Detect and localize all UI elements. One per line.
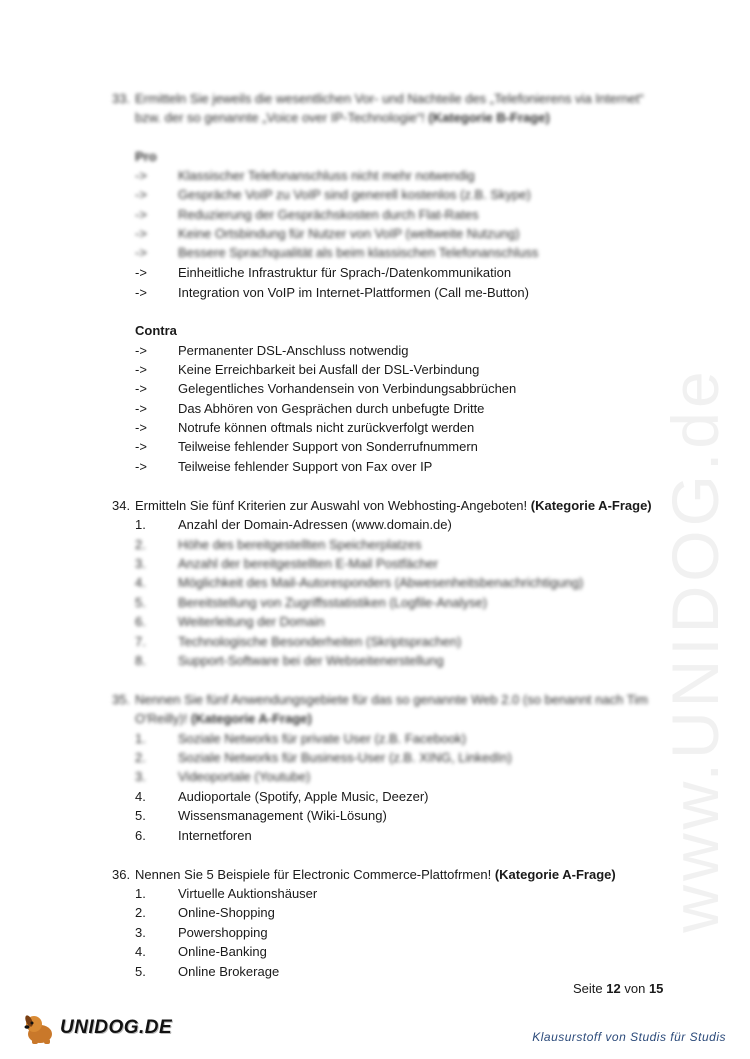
contra-item: Notrufe können oftmals nicht zurückverfolgt werden — [178, 420, 475, 435]
question-number: 34. — [112, 498, 131, 513]
list-item: Online Brokerage — [178, 964, 280, 979]
list-item: Möglichkeit des Mail-Autoresponders (Abwesenheitsbenachrichtigung) — [178, 575, 584, 590]
list-number: 3. — [135, 925, 146, 940]
arrow-marker: -> — [135, 226, 147, 241]
list-item: Bereitstellung von Zugriffsstatistiken (Logfile-Analyse) — [178, 595, 488, 610]
question-text: Ermitteln Sie fünf Kriterien zur Auswahl von Webhosting-Angeboten! (Kategorie A-Frage) — [135, 498, 652, 513]
contra-item: Permanenter DSL-Anschluss notwendig — [178, 343, 409, 358]
list-number: 1. — [135, 731, 146, 746]
list-item: Anzahl der bereitgestellten E-Mail Postfächer — [178, 556, 439, 571]
question-number: 33. — [112, 91, 131, 106]
arrow-marker: -> — [135, 381, 147, 396]
question-text: O'Reilly)! (Kategorie A-Frage) — [135, 711, 312, 726]
contra-heading: Contra — [135, 323, 177, 338]
list-number: 1. — [135, 886, 146, 901]
question-text: Ermitteln Sie jeweils die wesentlichen Vor- und Nachteile des „Telefonierens via Internet“ — [135, 91, 644, 106]
list-item: Videoportale (Youtube) — [178, 769, 311, 784]
list-number: 6. — [135, 828, 146, 843]
list-number: 6. — [135, 614, 146, 629]
arrow-marker: -> — [135, 420, 147, 435]
list-item: Online-Shopping — [178, 905, 275, 920]
list-number: 3. — [135, 556, 146, 571]
question-number: 36. — [112, 867, 131, 882]
list-item: Wissensmanagement (Wiki-Lösung) — [178, 808, 387, 823]
page-number: Seite 12 von 15 — [573, 981, 664, 996]
list-item: Virtuelle Auktionshäuser — [178, 886, 318, 901]
question-number: 35. — [112, 692, 131, 707]
slogan: Klausurstoff von Studis für Studis — [532, 1030, 726, 1044]
list-number: 4. — [135, 789, 146, 804]
question-text: bzw. der so genannte „Voice over IP-Technologie“! (Kategorie B-Frage) — [135, 110, 550, 125]
arrow-marker: -> — [135, 285, 147, 300]
list-item: Technologische Besonderheiten (Skriptsprachen) — [178, 634, 462, 649]
list-item: Soziale Networks für private User (z.B. Facebook) — [178, 731, 467, 746]
unidog-logo — [22, 1012, 173, 1046]
list-item: Höhe des bereitgestellten Speicherplatzes — [178, 537, 422, 552]
list-number: 3. — [135, 769, 146, 784]
arrow-marker: -> — [135, 343, 147, 358]
contra-item: Keine Erreichbarkeit bei Ausfall der DSL-Verbindung — [178, 362, 480, 377]
list-item: Audioportale (Spotify, Apple Music, Deezer) — [178, 789, 429, 804]
arrow-marker: -> — [135, 401, 147, 416]
contra-item: Das Abhören von Gesprächen durch unbefugte Dritte — [178, 401, 485, 416]
contra-item: Teilweise fehlender Support von Sonderrufnummern — [178, 439, 478, 454]
contra-item: Gelegentliches Vorhandensein von Verbindungsabbrüchen — [178, 381, 517, 396]
list-number: 2. — [135, 750, 146, 765]
list-number: 2. — [135, 537, 146, 552]
list-item: Weiterleitung der Domain — [178, 614, 325, 629]
pro-item: Reduzierung der Gesprächskosten durch Flat-Rates — [178, 207, 479, 222]
pro-item: Klassischer Telefonanschluss nicht mehr notwendig — [178, 168, 475, 183]
contra-item: Teilweise fehlender Support von Fax over IP — [178, 459, 433, 474]
pro-item: Einheitliche Infrastruktur für Sprach-/Datenkommunikation — [178, 265, 512, 280]
arrow-marker: -> — [135, 459, 147, 474]
arrow-marker: -> — [135, 362, 147, 377]
list-number: 5. — [135, 808, 146, 823]
question-text: Nennen Sie fünf Anwendungsgebiete für das so genannte Web 2.0 (so benannt nach Tim — [135, 692, 648, 707]
list-item: Online-Banking — [178, 944, 267, 959]
arrow-marker: -> — [135, 168, 147, 183]
arrow-marker: -> — [135, 245, 147, 260]
list-number: 8. — [135, 653, 146, 668]
list-item: Support-Software bei der Webseitenerstellung — [178, 653, 444, 668]
arrow-marker: -> — [135, 207, 147, 222]
arrow-marker: -> — [135, 187, 147, 202]
list-item: Anzahl der Domain-Adressen (www.domain.de) — [178, 517, 452, 532]
arrow-marker: -> — [135, 439, 147, 454]
list-number: 5. — [135, 964, 146, 979]
pro-item: Keine Ortsbindung für Nutzer von VoIP (weltweite Nutzung) — [178, 226, 520, 241]
list-number: 2. — [135, 905, 146, 920]
list-number: 4. — [135, 944, 146, 959]
list-item: Soziale Networks für Business-User (z.B. XING, LinkedIn) — [178, 750, 512, 765]
watermark: www.UNIDOG.de — [658, 367, 732, 933]
list-number: 4. — [135, 575, 146, 590]
pro-item: Integration von VoIP im Internet-Plattformen (Call me-Button) — [178, 285, 529, 300]
pro-item: Gespräche VoIP zu VoIP sind generell kostenlos (z.B. Skype) — [178, 187, 531, 202]
list-number: 1. — [135, 517, 146, 532]
list-number: 5. — [135, 595, 146, 610]
pro-heading: Pro — [135, 149, 157, 164]
list-item: Powershopping — [178, 925, 268, 940]
list-item: Internetforen — [178, 828, 252, 843]
logo-wordmark: UNIDOG.DE — [60, 1017, 173, 1038]
dog-icon — [22, 1012, 62, 1046]
pro-item: Bessere Sprachqualität als beim klassischen Telefonanschluss — [178, 245, 539, 260]
question-text: Nennen Sie 5 Beispiele für Electronic Commerce-Plattofrmen! (Kategorie A-Frage) — [135, 867, 616, 882]
list-number: 7. — [135, 634, 146, 649]
arrow-marker: -> — [135, 265, 147, 280]
